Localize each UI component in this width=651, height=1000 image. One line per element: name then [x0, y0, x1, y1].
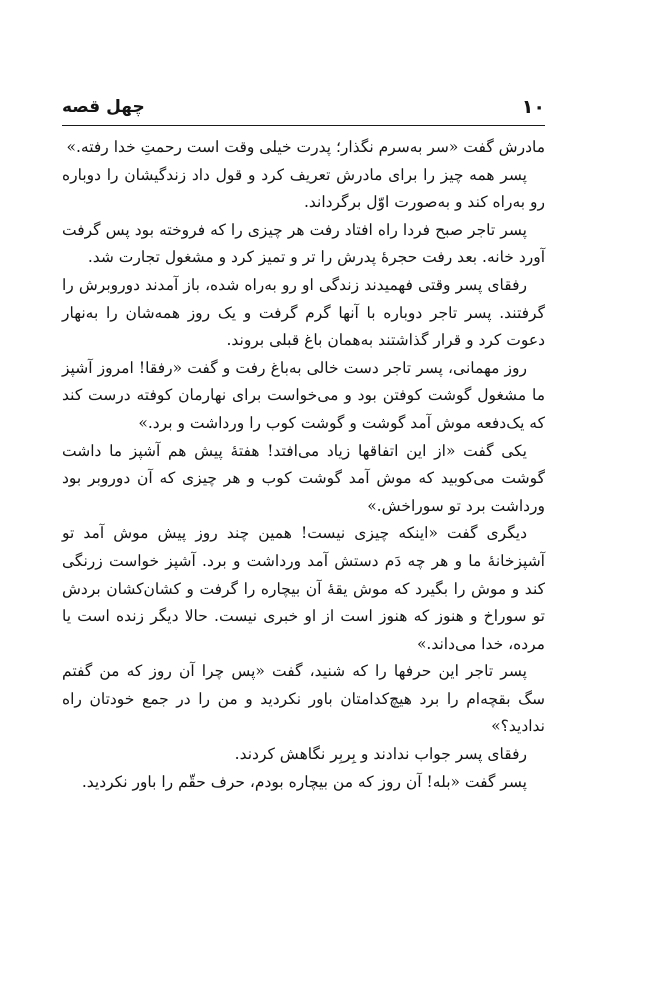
paragraph: مادرش گفت «سر به‌سرم نگذار؛ پدرت خیلی وقت است رحمتِ خدا رفته.»: [66, 138, 545, 156]
paragraph: روز مهمانی، پسر تاجر دست خالی به‌باغ رفت و گفت «رفقا! امروز آشپز ما مشغول گوشت کوفتن بود و می‌خواست برای نهارمان کوفته درست کند که یک‌دفعه موش آمد گوشت و گوشت کوب را ورداشت و برد.»: [62, 358, 545, 432]
body-text: [62, 134, 545, 796]
paragraph: دیگری گفت «اینکه چیزی نیست! همین چند روز پیش موش آمد تو آشپزخانهٔ ما و هر چه دَم دستش آمد ورداشت و برد. آشپز خواست زرنگی کند و موش را بگیرد که موش یقهٔ آن بیچاره را گرفت و کشان‌کشان بردش تو سوراخ و هنوز که هنوز است از او خبری نیست. حالا دیگر زنده است یا مرده، خدا می‌داند.»: [62, 524, 545, 653]
paragraph: پسر تاجر این حرفها را که شنید، گفت «پس چرا آن روز که من گفتم سگ بقچه‌ام را برد هیچ‌کدامتان باور نکردید و من را در جمع خودتان راه ندادید؟»: [62, 662, 545, 736]
book-title: چهل قصه: [62, 97, 145, 117]
running-head: [62, 92, 545, 122]
paragraph: پسر گفت «بله! آن روز که من بیچاره بودم، حرف حقّم را باور نکردید.: [81, 772, 527, 791]
paragraph: رفقای پسر جواب ندادند و بِربِر نگاهش کردند.: [234, 745, 527, 764]
paragraph: یکی گفت «از این اتفاقها زیاد می‌افتد! هفتهٔ پیش هم آشپز ما داشت گوشت می‌کوبید که موش آمد گوشت کوب و هر چیزی که آن دوروبر بود ورداشت برد تو سوراخش.»: [62, 441, 545, 515]
header-rule: [62, 125, 545, 126]
page-number: ۱۰: [521, 96, 545, 118]
paragraph: پسر همه چیز را برای مادرش تعریف کرد و قول داد زندگیشان را دوباره رو به‌راه کند و به‌صورت اوّل برگرداند.: [62, 165, 545, 212]
paragraph: پسر تاجر صبح فردا راه افتاد رفت هر چیزی را که فروخته بود پس گرفت آورد خانه. بعد رفت حجرهٔ پدرش را تر و تمیز کرد و مشغول تجارت شد.: [62, 220, 545, 267]
paragraph: رفقای پسر وقتی فهمیدند زندگی او رو به‌راه شده، باز آمدند دوروبرش را گرفتند. پسر تاجر دوباره با آنها گرم گرفت و یک روز همه‌شان را به‌نهار دعوت کرد و قرار گذاشتند به‌همان باغ قبلی بروند.: [62, 275, 545, 350]
